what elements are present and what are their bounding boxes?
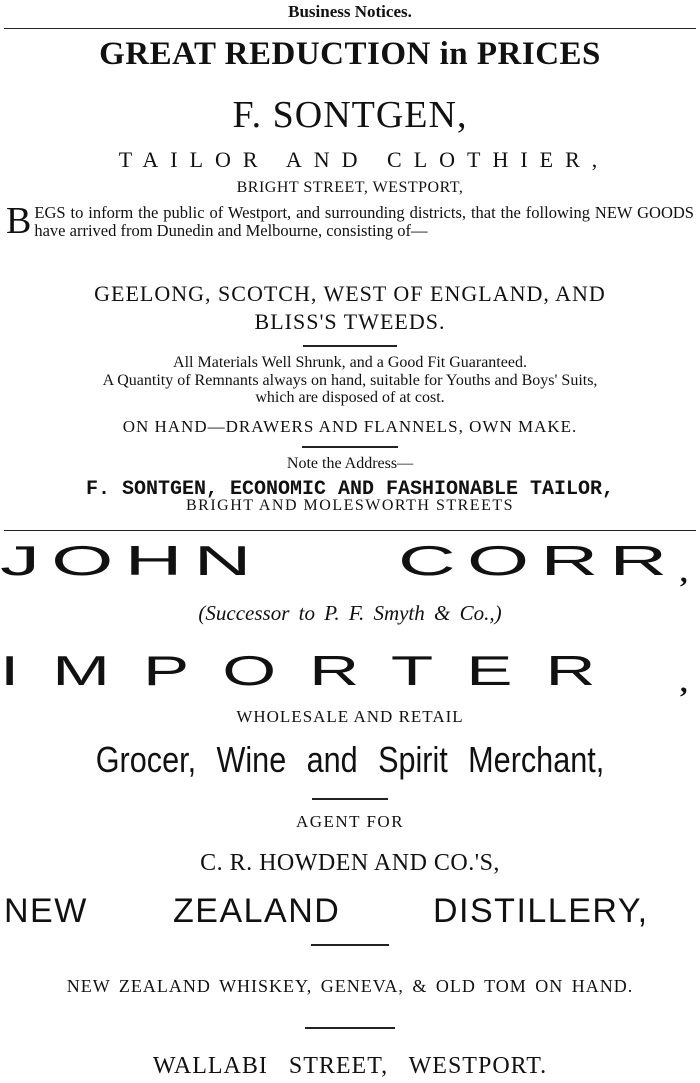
divider-rule	[312, 798, 388, 800]
remnants-line: A Quantity of Remnants always on hand, suitable for Youths and Boys' Suits,	[102, 372, 598, 389]
name-comma: ,	[680, 556, 688, 589]
header-divider	[4, 28, 696, 29]
whiskey-line: NEW ZEALAND WHISKEY, GENEVA, & OLD TOM ON HAND.	[66, 976, 634, 996]
distillery-word-new: NEW	[4, 892, 88, 930]
agent-line: AGENT FOR	[295, 812, 405, 831]
street-address-line: WALLABI STREET, WESTPORT.	[152, 1053, 548, 1079]
goods-line-1: GEELONG, SCOTCH, WEST OF ENGLAND, AND	[94, 281, 606, 306]
importer-comma: ,	[680, 666, 688, 699]
divider-rule	[305, 1027, 395, 1029]
distillery-word-zealand: ZEALAND	[173, 892, 341, 930]
grocer-line: Grocer, Wine and Spirit Merchant,	[95, 739, 605, 780]
divider-rule	[302, 446, 398, 448]
distillery-word-distillery: DISTILLERY,	[433, 892, 649, 930]
display-name-first: JOHN	[0, 537, 263, 584]
merchant-address: BRIGHT STREET, WESTPORT,	[236, 179, 464, 196]
divider-rule	[311, 944, 389, 946]
materials-line: All Materials Well Shrunk, and a Good Fit Guaranteed.	[173, 354, 527, 371]
merchant-name: F. SONTGEN,	[232, 94, 468, 136]
ad-body-paragraph	[6, 200, 694, 242]
section-header: Business Notices.	[288, 2, 412, 21]
divider-rule	[303, 345, 397, 347]
goods-line-2: BLISS'S TWEEDS.	[254, 309, 446, 334]
advertisement-divider	[4, 530, 696, 531]
drop-cap: B	[6, 200, 32, 242]
ad-body-text: EGS to inform the public of Westport, and surrounding districts, that the following NEW GOODS have arrived from Dunedin and Melbourne, consisting of—	[34, 203, 694, 240]
tailor-address-line: F. SONTGEN, ECONOMIC AND FASHIONABLE TAILOR,	[85, 478, 615, 501]
on-hand-line: ON HAND—DRAWERS AND FLANNELS, OWN MAKE.	[122, 417, 578, 436]
merchant-trade: TAILOR AND CLOTHIER,	[118, 147, 610, 172]
ad-headline: GREAT REDUCTION in PRICES	[99, 36, 601, 72]
successor-line: (Successor to P. F. Smyth & Co.,)	[198, 601, 502, 625]
wholesale-line: WHOLESALE AND RETAIL	[236, 707, 464, 726]
importer-heading: IMPORTER	[0, 647, 629, 694]
howden-line: C. R. HOWDEN AND CO.'S,	[200, 850, 500, 876]
disposed-line: which are disposed of at cost.	[255, 389, 445, 406]
streets-line: BRIGHT AND MOLESWORTH STREETS	[185, 497, 515, 514]
address-note: Note the Address—	[286, 455, 414, 472]
display-name-last: CORR	[398, 537, 679, 584]
